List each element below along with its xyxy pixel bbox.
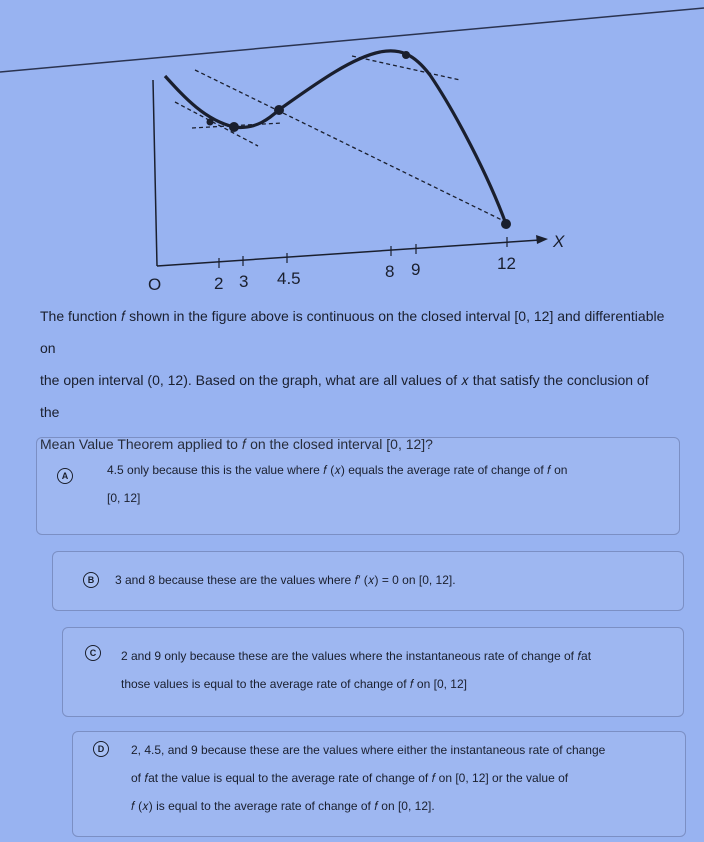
choice-line: 3 and 8 because these are the values where 𝑓′ (𝑥) = 0 on [0, 12]. — [115, 573, 456, 587]
secant-line — [195, 70, 510, 224]
choice-letter-a: A — [57, 468, 73, 484]
tangent-line-x2 — [175, 102, 258, 146]
tick-label: 4.5 — [277, 269, 301, 288]
choice-d[interactable] — [72, 731, 686, 837]
choice-letter-c: C — [85, 645, 101, 661]
point-x9 — [402, 51, 410, 59]
choice-c-text — [121, 642, 591, 698]
tick-label: 12 — [497, 254, 516, 273]
tick-label: 9 — [411, 260, 421, 279]
y-axis — [153, 80, 157, 266]
question-line: The function 𝑓 shown in the figure above is continuous on the closed interval [0, 12] and differentiable on — [40, 308, 665, 356]
choice-letter-d: D — [93, 741, 109, 757]
point-x2 — [207, 119, 214, 126]
choice-line: of 𝑓at the value is equal to the average rate of change of 𝑓 on [0, 12] or the value of — [131, 771, 569, 785]
choice-b[interactable] — [52, 551, 684, 611]
choice-a-text — [107, 456, 567, 512]
question-line: Mean Value Theorem applied to 𝑓 on the closed interval [0, 12]? — [40, 436, 433, 452]
point-x4-5 — [274, 105, 284, 115]
tick-label: 3 — [239, 272, 249, 291]
choice-b-text — [115, 566, 456, 594]
question-line: the open interval (0, 12). Based on the graph, what are all values of 𝑥 that satisfy the conclusion of the — [40, 372, 649, 420]
point-x12 — [501, 219, 511, 229]
x-axis — [157, 240, 540, 266]
x-axis-label: X — [553, 232, 565, 251]
choice-a[interactable] — [36, 437, 680, 535]
point-x3 — [229, 122, 239, 132]
choice-line: those values is equal to the average rate of change of 𝑓 on [0, 12] — [121, 677, 467, 691]
choice-letter-b: B — [83, 572, 99, 588]
choice-line: 𝑓 (𝑥) is equal to the average rate of change of 𝑓 on [0, 12]. — [131, 799, 435, 813]
origin-label: O — [148, 275, 162, 294]
tick-label: 8 — [385, 262, 395, 281]
tick-label: 2 — [214, 274, 224, 293]
function-graph — [0, 0, 704, 300]
choice-d-text — [131, 736, 605, 820]
tangent-line-x9 — [352, 56, 460, 80]
choice-c[interactable] — [62, 627, 684, 717]
graph-svg — [0, 0, 704, 300]
x-axis-arrow-icon — [536, 235, 548, 244]
choice-line: 2 and 9 only because these are the values where the instantaneous rate of change of 𝑓at — [121, 649, 592, 663]
choice-line: 4.5 only because this is the value where 𝑓 (𝑥) equals the average rate of change of 𝑓 on — [107, 463, 568, 477]
question-text — [40, 300, 670, 460]
function-curve — [165, 51, 506, 224]
choice-line: 2, 4.5, and 9 because these are the values where either the instantaneous rate of change — [131, 743, 606, 757]
choice-line: [0, 12] — [107, 491, 141, 505]
